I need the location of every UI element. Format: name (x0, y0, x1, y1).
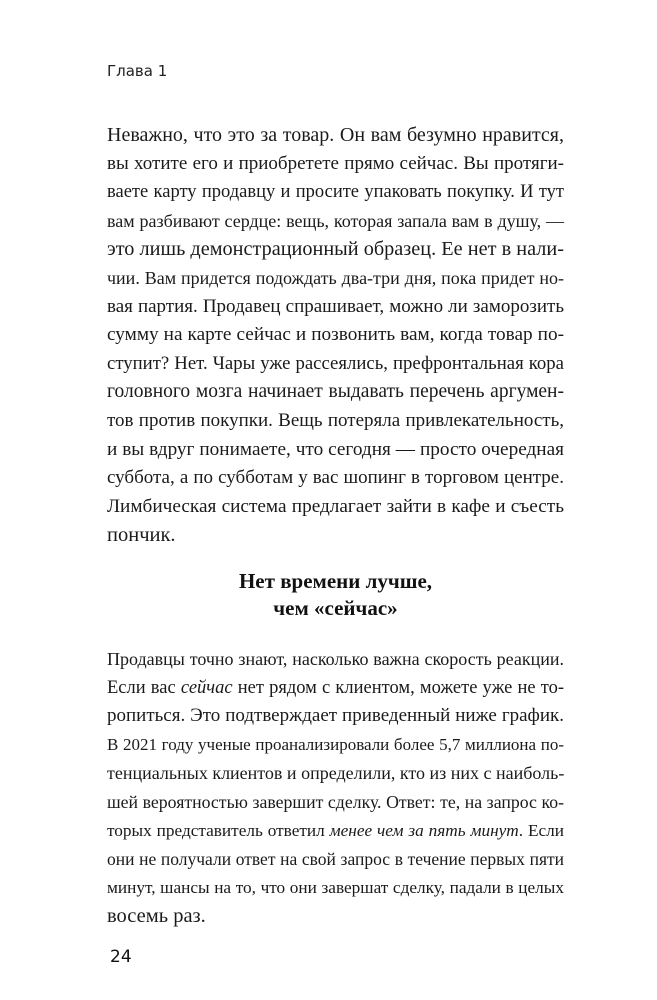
text-line (107, 817, 564, 846)
text-run: Если вас (107, 677, 181, 698)
body-paragraph-1 (107, 121, 564, 550)
text-line: вам разбивают сердце: вещь, которая запала вам в душу, — (107, 210, 564, 231)
page-number: 24 (110, 947, 132, 967)
text-line: чии. Вам придется подождать два-три дня, пока придет но- (107, 267, 564, 288)
text-line: Неважно, что это за товар. Он вам безумно нравится, (107, 124, 564, 146)
text-line: ступит? Нет. Чары уже рассеялись, префронтальная кора (107, 352, 564, 374)
text-line (107, 674, 564, 703)
text-line: шей вероятностью завершит сделку. Ответ: те, на запрос ко- (107, 791, 564, 812)
italic-emphasis: менее чем за пять минут (329, 820, 519, 840)
text-line: Продавцы точно знают, насколько важна скорость реакции. (107, 649, 564, 669)
text-line: тенциальных клиентов и определили, кто из них с наиболь- (107, 763, 565, 784)
section-heading-line-1: Нет времени лучше, (238, 569, 433, 593)
text-run: торых представитель ответил (107, 820, 330, 840)
text-line: и вы вдруг понимаете, что сегодня — просто очередная (107, 438, 564, 460)
text-line: головного мозга начинает выдавать перечень аргумен- (107, 381, 564, 403)
text-line: суббота, а по субботам у вас шопинг в торговом центре. (107, 467, 564, 489)
text-run: нет рядом с клиентом, можете уже не то- (232, 677, 564, 698)
section-heading-line-2: чем «сейчас» (273, 596, 398, 620)
text-line: минут, шансы на то, что они завершат сделку, падали в целых (107, 877, 564, 897)
running-head: Глава 1 (107, 62, 168, 80)
text-line: сумму на карте сейчас и позвонить вам, когда товар по- (107, 324, 564, 346)
body-paragraph-2 (107, 645, 564, 931)
italic-emphasis: сейчас (180, 677, 233, 698)
text-line: они не получали ответ на свой запрос в течение первых пяти (107, 849, 564, 870)
text-line: В 2021 году ученые проанализировали более 5,7 миллиона по- (107, 734, 564, 754)
section-heading (107, 568, 564, 622)
text-line: ропиться. Это подтверждает приведенный ниже график. (107, 705, 564, 727)
text-line: тов против покупки. Вещь потеряла привлекательность, (107, 409, 564, 431)
text-line: ваете карту продавцу и просите упаковать покупку. И тут (107, 182, 564, 203)
text-line: Лимбическая система предлагает зайти в кафе и съесть (107, 495, 564, 517)
text-line: это лишь демонстрационный образец. Ее нет в нали- (107, 238, 564, 261)
text-line: восемь раз. (107, 905, 206, 928)
text-line: вы хотите его и приобретете прямо сейчас. Вы протяги- (107, 152, 564, 174)
text-line: пончик. (107, 524, 176, 547)
text-run: . Если (518, 820, 564, 840)
text-line: вая партия. Продавец спрашивает, можно ли заморозить (107, 295, 564, 317)
